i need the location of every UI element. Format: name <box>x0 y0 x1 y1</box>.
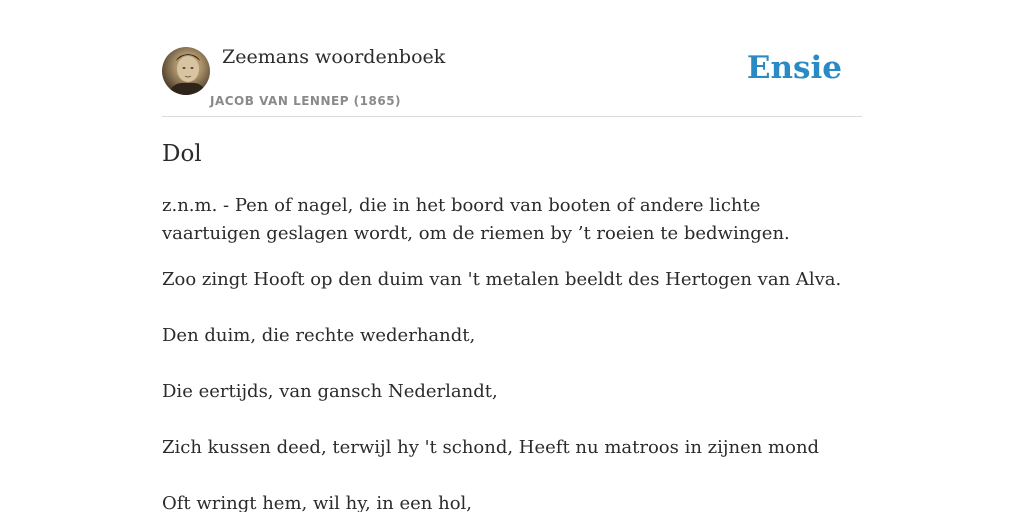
portrait-icon <box>162 47 210 95</box>
site-logo[interactable]: Ensie <box>746 50 842 86</box>
verse-line: Den duim, die rechte wederhandt, <box>162 325 476 346</box>
verse-line: Zich kussen deed, terwijl hy 't schond, Heeft nu matroos in zijnen mond <box>162 437 820 458</box>
author-name[interactable]: JACOB VAN LENNEP (1865) <box>210 94 402 108</box>
entry-definition: z.n.m. - Pen of nagel, die in het boord van booten of andere lichte vaartuigen geslagen wordt, om de riemen by ’t roeien te bedwingen. <box>162 195 790 244</box>
entry-content <box>162 138 862 512</box>
book-title[interactable]: Zeemans woordenboek <box>222 46 446 68</box>
quote-intro: Zoo zingt Hooft op den duim van 't metalen beeldt des Hertogen van Alva. <box>162 269 842 290</box>
verse-line: Oft wringt hem, wil hy, in een hol, <box>162 493 473 512</box>
verse-line: Die eertijds, van gansch Nederlandt, <box>162 381 498 402</box>
author-avatar[interactable] <box>162 47 210 95</box>
entry-headword: Dol <box>162 141 202 167</box>
page-header <box>162 0 862 117</box>
